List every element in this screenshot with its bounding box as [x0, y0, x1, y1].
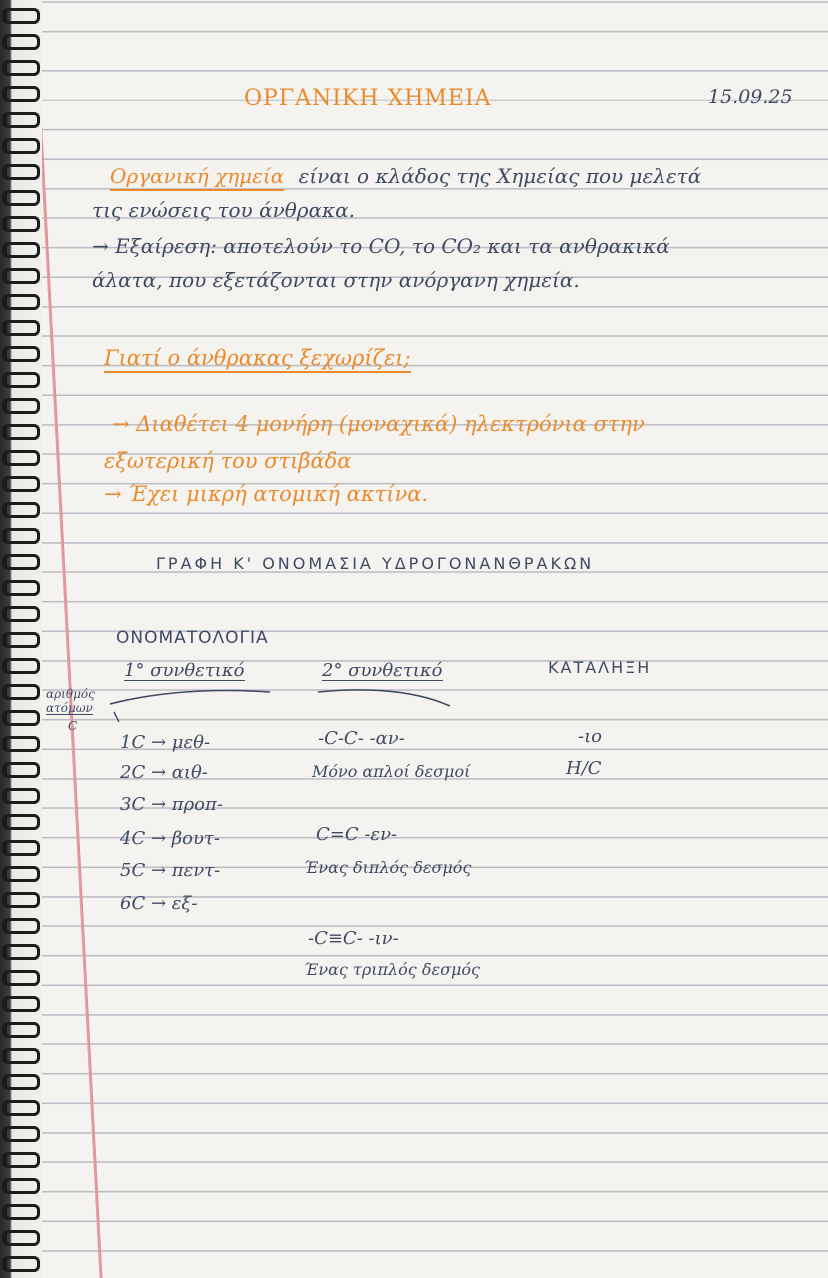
spiral-ring: [2, 762, 40, 778]
nomenclature-heading: ΟΝΟΜΑΤΟΛΟΓΙΑ: [116, 628, 269, 648]
prefix-item: 4C → βουτ-: [120, 828, 220, 849]
spiral-ring: [2, 398, 40, 414]
exception-line-2: άλατα, που εξετάζονται στην ανόργανη χημεία.: [92, 268, 580, 292]
term-organic-chemistry: Οργανική χημεία: [110, 164, 284, 191]
spiral-ring: [2, 242, 40, 258]
spiral-ring: [2, 1204, 40, 1220]
exception-line-1: → Εξαίρεση: αποτελούν το CO, το CO₂ και τα ανθρακικά: [92, 234, 670, 258]
spiral-ring: [2, 502, 40, 518]
date: 15.09.25: [708, 86, 793, 108]
intro-line-2: τις ενώσεις του άνθρακα.: [92, 198, 356, 222]
side-note-atoms: ατόμων: [46, 701, 93, 715]
prefix-item: 6C → εξ-: [120, 893, 198, 914]
reason-1-line-1: → Διαθέτει 4 μονήρη (μοναχικά) ηλεκτρόνια στην: [112, 412, 645, 436]
reason-2: → Έχει μικρή ατομική ακτίνα.: [104, 482, 429, 506]
spiral-ring: [2, 970, 40, 986]
spiral-ring: [2, 1256, 40, 1272]
suffix-hydrocarbon: H/C: [566, 758, 602, 779]
spiral-ring: [2, 450, 40, 466]
spiral-ring: [2, 268, 40, 284]
spiral-ring: [2, 736, 40, 752]
spiral-ring: [2, 996, 40, 1012]
prefix-item: 5C → πεντ-: [120, 860, 221, 881]
bond-triple-desc: Ένας τριπλός δεσμός: [304, 960, 480, 979]
spiral-ring: [2, 372, 40, 388]
spiral-ring: [2, 710, 40, 726]
spiral-ring: [2, 164, 40, 180]
spiral-ring: [2, 346, 40, 362]
spiral-ring: [2, 424, 40, 440]
side-note-c: C: [68, 719, 78, 733]
intro-definition: είναι ο κλάδος της Χημείας που μελετά: [298, 164, 702, 188]
spiral-ring: [2, 1178, 40, 1194]
spiral-ring: [2, 1126, 40, 1142]
spiral-ring: [2, 34, 40, 50]
reason-1-line-2: εξωτερική του στιβάδα: [104, 449, 352, 473]
bond-double-formula: C=C -εν-: [316, 824, 398, 845]
prefix-item: 1C → μεθ-: [120, 732, 211, 753]
question-heading: Γιατί ο άνθρακας ξεχωρίζει;: [104, 348, 411, 369]
spiral-ring: [2, 632, 40, 648]
prefix-item: 3C → προπ-: [120, 794, 223, 815]
col-prefix-header: 1° συνθετικό: [124, 660, 245, 681]
spiral-ring: [2, 580, 40, 596]
header-arcs: [100, 682, 460, 722]
spiral-binding: [0, 0, 42, 1278]
bond-single-desc: Μόνο απλοί δεσμοί: [312, 762, 471, 781]
spiral-ring: [2, 112, 40, 128]
spiral-ring: [2, 918, 40, 934]
side-note-number: αριθμός: [46, 687, 95, 701]
spiral-ring: [2, 528, 40, 544]
col-infix-header: 2° συνθετικό: [322, 660, 443, 681]
spiral-ring: [2, 8, 40, 24]
spiral-ring: [2, 1100, 40, 1116]
spiral-ring: [2, 1230, 40, 1246]
spiral-ring: [2, 788, 40, 804]
bond-triple-formula: -C≡C- -ιν-: [308, 928, 399, 949]
col-suffix-header: ΚΑΤΑΛΗΞΗ: [548, 658, 652, 677]
prefix-item: 2C → αιθ-: [120, 762, 208, 783]
section-title: ΓΡΑΦΗ Κ' ΟΝΟΜΑΣΙΑ ΥΔΡΟΓΟΝΑΝΘΡΑΚΩΝ: [156, 554, 595, 573]
spiral-ring: [2, 1152, 40, 1168]
spiral-ring: [2, 658, 40, 674]
spiral-ring: [2, 840, 40, 856]
spiral-ring: [2, 684, 40, 700]
intro-line-1: [110, 166, 701, 186]
spiral-ring: [2, 320, 40, 336]
margin-line: [33, 0, 103, 1278]
spiral-ring: [2, 866, 40, 882]
spiral-ring: [2, 216, 40, 232]
suffix-ending: -ιο: [578, 726, 602, 747]
spiral-ring: [2, 606, 40, 622]
spiral-ring: [2, 86, 40, 102]
spiral-ring: [2, 1074, 40, 1090]
spiral-ring: [2, 190, 40, 206]
spiral-ring: [2, 294, 40, 310]
page-title: ΟΡΓΑΝΙΚΗ ΧΗΜΕΙΑ: [244, 86, 492, 111]
spiral-ring: [2, 476, 40, 492]
spiral-ring: [2, 554, 40, 570]
spiral-ring: [2, 1022, 40, 1038]
spiral-ring: [2, 138, 40, 154]
spiral-ring: [2, 892, 40, 908]
spiral-ring: [2, 60, 40, 76]
bond-single-formula: -C-C- -αν-: [318, 728, 405, 749]
bond-double-desc: Ένας διπλός δεσμός: [304, 858, 472, 877]
spiral-ring: [2, 944, 40, 960]
spiral-ring: [2, 1048, 40, 1064]
spiral-ring: [2, 814, 40, 830]
